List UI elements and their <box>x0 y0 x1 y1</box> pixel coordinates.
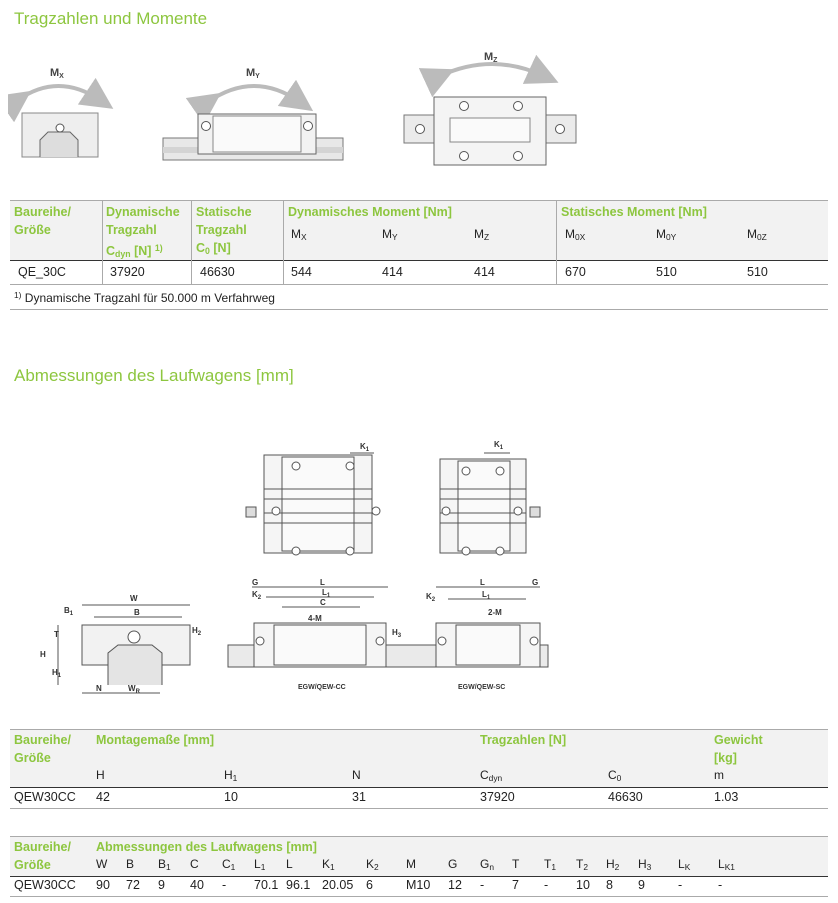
t3-cell: 6 <box>366 878 373 892</box>
t1-cell: 46630 <box>200 265 235 279</box>
t3-cell: 7 <box>512 878 519 892</box>
t3-col-baureihe: Baureihe/ Größe <box>14 840 71 872</box>
t2-cell: 42 <box>96 790 110 804</box>
k2-label-sc: $K_2$ <box>426 592 436 603</box>
carriage-dimension-drawing <box>30 435 560 695</box>
t2-sub-n: N <box>352 768 361 782</box>
t3-subheader-t1: $T_1$ <box>544 857 557 872</box>
wr-label: $W_R$ <box>128 684 140 695</box>
t1-cell: 510 <box>747 265 768 279</box>
h3-label: $H_3$ <box>392 628 402 639</box>
t3-subheader-t: T <box>512 857 520 871</box>
t3-subheader-l: L <box>286 857 293 871</box>
t2-cell: 1.03 <box>714 790 739 804</box>
section-title-tragzahlen: Tragzahlen und Momente <box>14 9 208 28</box>
t2-sub-cdyn: $C_{dyn}$ <box>480 768 503 783</box>
l-label-sc: L <box>480 578 485 587</box>
k2-label-cc: $K_2$ <box>252 590 262 601</box>
section-title-abmessungen: Abmessungen des Laufwagens [mm] <box>14 366 294 385</box>
t3-subheader-t2: $T_2$ <box>576 857 589 872</box>
t1-cell: QE_30C <box>18 265 66 279</box>
t1-col-statische-tragzahl: Statische Tragzahl $C_0$ [N] <box>196 205 252 256</box>
t1-sub-m0z: $M_{0Z}$ <box>747 227 767 242</box>
mz-label: MZ <box>484 51 498 64</box>
t3-cell: - <box>544 878 549 892</box>
l-label-cc: L <box>320 578 325 587</box>
t3-cell: - <box>222 878 227 892</box>
t1-sub-m0x: $M_{0X}$ <box>565 227 586 242</box>
l1-label-cc: $L_1$ <box>322 588 331 599</box>
b-label: B <box>134 608 140 617</box>
t3-cell: 96.1 <box>286 878 311 892</box>
t3-cell: 90 <box>96 878 110 892</box>
t3-subheader-l1: $L_1$ <box>254 857 266 872</box>
t3-subheader-w: W <box>96 857 108 871</box>
t3-cell: QEW30CC <box>14 878 76 892</box>
t2-col-tragzahlen: Tragzahlen [N] <box>480 733 567 747</box>
t3-cell: 12 <box>448 878 462 892</box>
h2-label: $H_2$ <box>192 626 202 637</box>
t3-cell: 72 <box>126 878 140 892</box>
t3-cell: - <box>718 878 723 892</box>
t3-subheader-c1: $C_1$ <box>222 857 236 872</box>
t1-col-dyn-moment: Dynamisches Moment [Nm] <box>288 205 452 219</box>
my-label: MY <box>246 67 260 80</box>
caption-cc: EGW/QEW-CC <box>298 684 346 691</box>
t2-sub-m: m <box>714 768 724 782</box>
t2-cell: 37920 <box>480 790 515 804</box>
t3-cell: - <box>678 878 683 892</box>
t2-col-montage: Montagemaße [mm] <box>96 733 215 747</box>
t2-col-baureihe: Baureihe/ Größe <box>14 733 71 765</box>
t1-footnote: $^{1)}$ Dynamische Tragzahl für 50.000 m Verfahrweg <box>14 290 275 305</box>
t2-cell: 46630 <box>608 790 643 804</box>
h-label: H <box>40 650 46 659</box>
t1-col-dynamische-tragzahl: Dynamische Tragzahl $C_{dyn}$ [N] $^{1)}$ <box>106 205 180 259</box>
t2-cell: 31 <box>352 790 366 804</box>
t1-cell: 510 <box>656 265 677 279</box>
t1-col-stat-moment: Statisches Moment [Nm] <box>561 205 707 219</box>
t2-col-gewicht: Gewicht [kg] <box>714 733 763 765</box>
t3-subheader-m: M <box>406 857 416 871</box>
l1-label-sc: $L_1$ <box>482 590 491 601</box>
k1-label-sc: $K_1$ <box>494 440 504 451</box>
t3-subheader-h2: $H_2$ <box>606 857 620 872</box>
t1-cell: 37920 <box>110 265 145 279</box>
t1-col-baureihe: Baureihe/ Größe <box>14 205 71 237</box>
w-label: W <box>130 594 138 603</box>
t-label: T <box>54 630 59 639</box>
b1-label: $B_1$ <box>64 606 74 617</box>
t3-cell: M10 <box>406 878 431 892</box>
t3-subheader-h3: $H_3$ <box>638 857 652 872</box>
t3-subheader-k1: $K_1$ <box>322 857 335 872</box>
t3-subheader-k2: $K_2$ <box>366 857 379 872</box>
t2-sub-c0: $C_0$ <box>608 768 622 783</box>
t3-cell: - <box>480 878 485 892</box>
mx-label: MX <box>50 67 64 80</box>
t3-subheader-lk: $L_K$ <box>678 857 691 872</box>
t3-cell: 20.05 <box>322 878 354 892</box>
4m-label: 4-M <box>308 614 322 623</box>
g-label-cc: G <box>252 578 259 587</box>
t3-subheader-b: B <box>126 857 135 871</box>
moment-diagrams <box>8 40 588 180</box>
t3-subheader-lk1: $L_{K1}$ <box>718 857 735 872</box>
t3-subheader-c: C <box>190 857 199 871</box>
c-label: C <box>320 598 326 607</box>
t1-sub-m0y: $M_{0Y}$ <box>656 227 677 242</box>
t2-sub-h1: $H_1$ <box>224 768 238 783</box>
t1-sub-mz: $M_Z$ <box>474 227 490 242</box>
t3-cell: 70.1 <box>254 878 279 892</box>
t3-cell: 10 <box>576 878 590 892</box>
t2-sub-h: H <box>96 768 105 782</box>
g-label-sc: G <box>532 578 539 587</box>
t3-subheader-g: G <box>448 857 458 871</box>
t3-col-abmessungen: Abmessungen des Laufwagens [mm] <box>96 840 317 854</box>
t2-cell: 10 <box>224 790 238 804</box>
t1-cell: 670 <box>565 265 586 279</box>
h1-label: $H_1$ <box>52 668 62 679</box>
2m-label: 2-M <box>488 608 502 617</box>
t3-subheader-gn: $G_n$ <box>480 857 495 872</box>
caption-sc: EGW/QEW-SC <box>458 684 506 691</box>
t2-cell: QEW30CC <box>14 790 76 804</box>
k1-label-cc: $K_1$ <box>360 442 370 453</box>
t3-cell: 40 <box>190 878 204 892</box>
t1-sub-my: $M_Y$ <box>382 227 398 242</box>
t1-cell: 544 <box>291 265 312 279</box>
t3-cell: 9 <box>158 878 165 892</box>
t1-cell: 414 <box>474 265 495 279</box>
n-label: N <box>96 684 102 693</box>
t3-cell: 9 <box>638 878 645 892</box>
t1-cell: 414 <box>382 265 403 279</box>
t3-subheader-b1: $B_1$ <box>158 857 171 872</box>
t1-sub-mx: $M_X$ <box>291 227 307 242</box>
t3-cell: 8 <box>606 878 613 892</box>
